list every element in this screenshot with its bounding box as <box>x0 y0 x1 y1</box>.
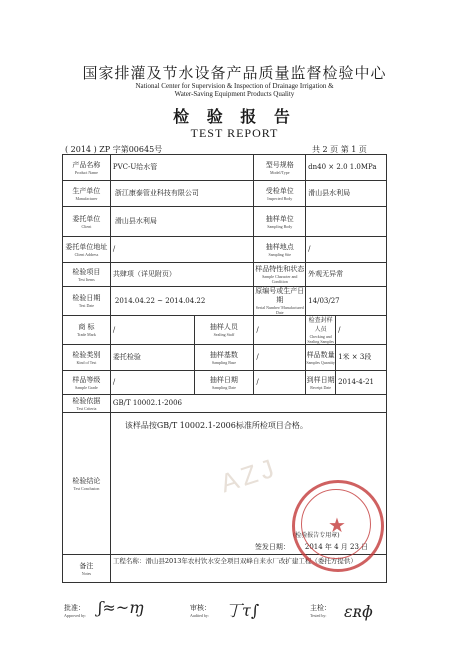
value-cell: / <box>110 237 253 263</box>
label-cell: 委托单位 Client <box>63 207 111 237</box>
table-row <box>63 155 387 181</box>
seal-note: (检验报告专用章) <box>292 532 340 539</box>
report-title-en: TEST REPORT <box>190 126 279 140</box>
label-cell: 样品特性和状态 Sample Character and Condition <box>254 263 306 287</box>
label-cell: 抽样地点 Sampling Site <box>254 237 306 263</box>
table-row <box>63 371 387 395</box>
table-row <box>63 237 387 263</box>
value-cell: 1米 × 3段 <box>336 345 387 371</box>
issue-date: 2014 年 4 月 23 日 <box>304 543 369 551</box>
value-cell: / <box>254 371 306 395</box>
value-cell: PVC-U给水管 <box>110 155 253 181</box>
official-seal <box>292 480 384 572</box>
value-cell: 14/03/27 <box>306 287 387 316</box>
value-cell: / <box>254 316 306 345</box>
conclusion-text: 该样品按GB/T 10002.1-2006标准所检项目合格。 <box>124 421 308 430</box>
value-cell: / <box>336 316 387 345</box>
value-cell: 外观无异常 <box>306 263 387 287</box>
table-row <box>63 316 387 345</box>
label-cell: 到样日期 Receipt Date <box>306 371 336 395</box>
issue-date-label: 签发日期： <box>254 543 290 551</box>
center-title-en-1: National Center for Supervision & Inspection of Drainage Irrigation & <box>135 82 334 90</box>
label-cell: 商 标 Trade Mark <box>63 316 111 345</box>
label-cell: 检验项目 Test Items <box>63 263 111 287</box>
label-cell: 产品名称 Product Name <box>63 155 111 181</box>
value-cell: 滑山县水利局 <box>306 181 387 207</box>
value-cell: 滑山县水利局 <box>110 207 253 237</box>
label-cell: 检查封样人员 Checking and Sealing Samples <box>307 317 334 344</box>
label-cell: 样品等级 Sample Grade <box>63 371 111 395</box>
audited-by: 审核： Audited by: <box>190 604 211 618</box>
table-row <box>63 263 387 287</box>
approved-by: 批准： Approved by: <box>64 604 87 618</box>
label-cell: 抽样人员 Sealing Staff <box>194 316 254 345</box>
value-cell: 工程名称：滑山县2013年农村饮水安全项目双峰自来水厂改扩建工程（委托方提供） <box>110 555 386 583</box>
value-cell: 2014-4-21 <box>336 371 387 395</box>
value-cell: 2014.04.22 ~ 2014.04.22 <box>110 287 253 316</box>
label-cell: 样品数量 Samples Quantity <box>306 345 336 371</box>
value-cell <box>306 207 387 237</box>
label-cell: 抽样日期 Sampling Date <box>194 371 254 395</box>
center-title-en-2: Water-Saving Equipment Products Quality <box>174 90 295 98</box>
watermark-text: AZJ <box>216 451 282 499</box>
star-icon: ★ <box>328 513 346 537</box>
value-cell: / <box>110 371 194 395</box>
table-row <box>63 395 387 413</box>
center-title-cn: 国家排灌及节水设备产品质量监督检验中心 <box>82 64 387 82</box>
value-cell: dn40 × 2.0 1.0MPa <box>306 155 387 181</box>
table-row <box>63 345 387 371</box>
table-row <box>63 181 387 207</box>
value-cell: / <box>306 237 387 263</box>
label-cell: 受检单位 Inspected Body <box>254 181 306 207</box>
report-title-cn: 检 验 报 告 <box>173 107 296 126</box>
label-cell: 原编号或生产日期 Serial Number/ Manufactured Date <box>255 287 305 315</box>
table-row <box>63 287 387 316</box>
label-cell: 委托单位地址 Client Address <box>63 237 111 263</box>
value-cell: / <box>254 345 306 371</box>
label-cell: 型号规格 Model/Type <box>254 155 306 181</box>
label-cell: 检验结论 Test Conclusion <box>63 413 111 555</box>
value-cell: / <box>110 316 194 345</box>
label-cell: 备注 Notes <box>63 555 111 583</box>
tested-by: 主检： Tested by: <box>310 604 331 618</box>
report-number: ( 2014 ) ZP 字第00645号 <box>65 145 163 154</box>
value-cell: GB/T 10002.1-2006 <box>110 395 386 413</box>
audited-signature: 丁τ∫ <box>226 601 260 620</box>
page-count: 共 2 页 第 1 页 <box>312 145 367 154</box>
tested-signature: ɛʀɸ <box>344 602 373 621</box>
label-cell: 检验日期 Test Date <box>63 287 111 316</box>
approved-signature: ʃ≈~ɱ <box>98 598 145 617</box>
value-cell: 浙江康泰管业科技有限公司 <box>110 181 253 207</box>
value-cell: 共肆项（详见附页） <box>110 263 253 287</box>
label-cell: 检验依据 Test Criteria <box>63 395 111 413</box>
label-cell: 抽样基数 Sampling Base <box>194 345 254 371</box>
value-cell: 委托检验 <box>110 345 194 371</box>
label-cell: 生产单位 Manufacturer <box>63 181 111 207</box>
label-cell: 检验类别 Kind of Test <box>63 345 111 371</box>
label-cell: 抽样单位 Sampling Body <box>254 207 306 237</box>
table-row <box>63 207 387 237</box>
